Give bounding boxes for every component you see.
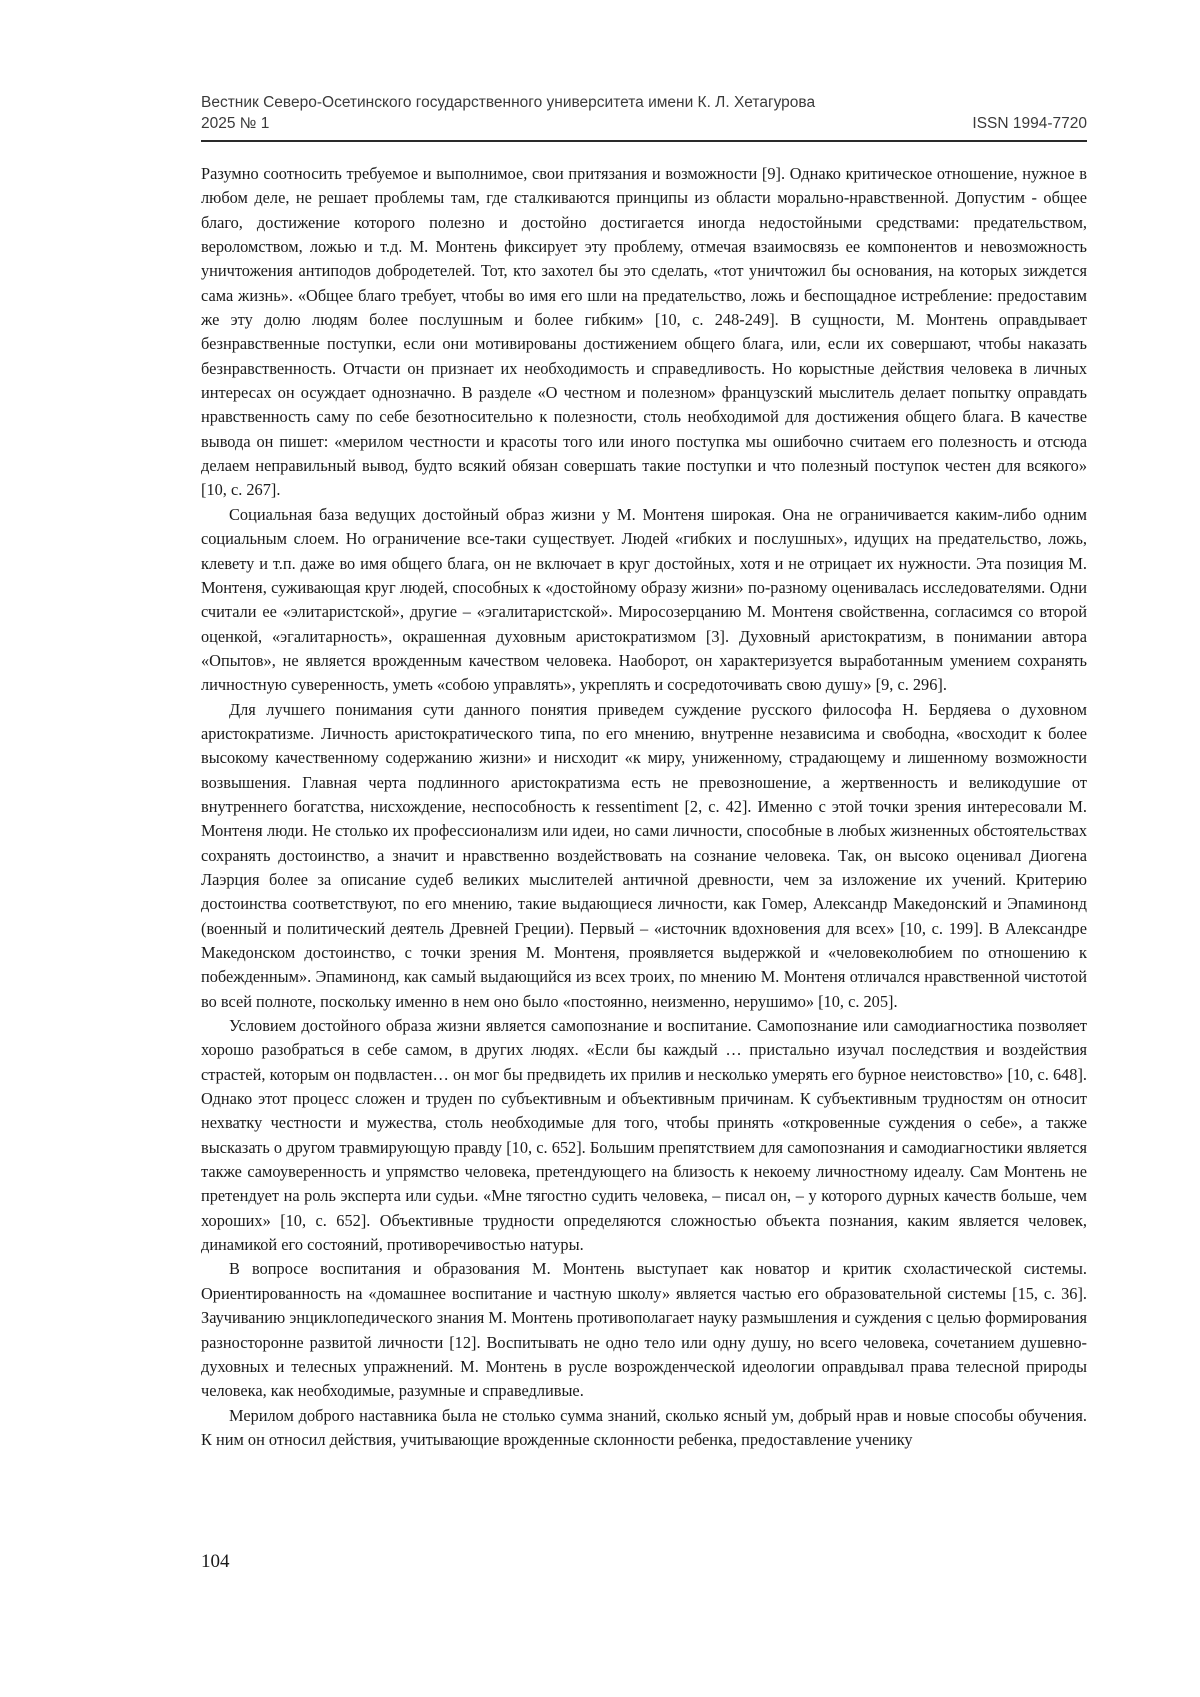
page-number: 104 [201,1551,230,1572]
paragraph: Разумно соотносить требуемое и выполнимое, свои притязания и возможности [9]. Однако критическое отношение, нужное в любом деле, не решает проблемы там, где сталкиваются принципы из области морально-нравственной. Допустим - общее благо, достижение которого полезно и достойно достигается иногда недостойными средствами: предательством, вероломством, ложью и т.д. М. Монтень фиксирует эту проблему, отмечая взаимосвязь ее компонентов и невозможность уничтожения антиподов добродетелей. Тот, кто захотел бы это сделать, «тот уничтожил бы основания, на которых зиждется сама жизнь». «Общее благо требует, чтобы во имя его шли на предательство, ложь и беспощадное истребление: предоставим же эту долю людям более послушным и более гибким» [10, с. 248-249]. В сущности, М. Монтень оправдывает безнравственные поступки, если они мотивированы достижением общего блага, или, если их совершают, чтобы наказать безнравственность. Отчасти он признает их необходимость и справедливость. Но корыстные действия человека в личных интересах он осуждает однозначно. В разделе «О честном и полезном» французский мыслитель делает попытку оправдать нравственность саму по себе безотносительно к полезности, столь необходимой для достижения общего блага. В качестве вывода он пишет: «мерилом честности и красоты того или иного поступка мы ошибочно считаем его полезность и отсюда делаем неправильный вывод, будто всякий обязан совершать такие поступки и что полезный поступок честен для всякого» [10, с. 267]. [201,164,1087,500]
header-divider [201,140,1087,142]
article-body [201,162,1087,1452]
paragraph: Мерилом доброго наставника была не столько сумма знаний, сколько ясный ум, добрый нрав и новые способы обучения. К ним он относил действия, учитывающие врожденные склонности ребенка, предоставление ученику [201,1405,1087,1449]
issue-label: 2025 № 1 [201,115,270,132]
paragraph: Социальная база ведущих достойный образ жизни у М. Монтеня широкая. Она не ограничивается каким-либо одним социальным слоем. Но ограничение все-таки существует. Людей «гибких и послушных», идущих на предательство, ложь, клевету и т.п. даже во имя общего блага, он не включает в круг достойных, хотя и не отрицает их нужности. Эта позиция М. Монтеня, суживающая круг людей, способных к «достойному образу жизни» по-разному оценивалась исследователями. Одни считали ее «элитаристской», другие – «эгалитаристской». Миросозерцанию М. Монтеня свойственна, согласимся со второй оценкой, «эгалитарность», окрашенная духовным аристократизмом [3]. Духовный аристократизм, в понимании автора «Опытов», не является врожденным качеством человека. Наоборот, он характеризуется выработанным умением сохранять личностную суверенность, уметь «собою управлять», укреплять и сосредоточивать свою душу» [9, с. 296]. [201,504,1087,695]
header-issue-line [201,113,1087,134]
paragraph: Для лучшего понимания сути данного понятия приведем суждение русского философа Н. Бердяева о духовном аристократизме. Личность аристократического типа, по его мнению, внутренне независима и свободна, «восходит к более высокому качественному содержанию жизни» и нисходит «к миру, униженному, страдающему и лишенному возможности возвышения. Главная черта подлинного аристократизма есть не превозношение, а жертвенность и великодушие от внутреннего богатства, нисхождение, неспособность к ressentiment [2, с. 42]. Именно с этой точки зрения интересовали М. Монтеня люди. Не столько их профессионализм или идеи, но сами личности, способные в любых жизненных обстоятельствах сохранять достоинство, а значит и нравственно воздействовать на сознание человека. Так, он высоко оценивал Диогена Лаэрция более за описание судеб великих мыслителей античной древности, чем за изложение их учений. Критерию достоинства соответствуют, по его мнению, такие выдающиеся личности, как Гомер, Александр Македонский и Эпаминонд (военный и политический деятель Древней Греции). Первый – «источник вдохновения для всех» [10, с. 199]. В Александре Македонском достоинство, с точки зрения М. Монтеня, проявляется выдержкой и «человеколюбием по отношению к побежденным». Эпаминонд, как самый выдающийся из всех троих, по мнению М. Монтеня отличался нравственной чистотой во всей полноте, поскольку именно в нем оно было «постоянно, неизменно, нерушимо» [10, с. 205]. [201,699,1087,1011]
paragraph: Условием достойного образа жизни является самопознание и воспитание. Самопознание или самодиагностика позволяет хорошо разобраться в себе самом, в других людях. «Если бы каждый … пристально изучал последствия и воздействия страстей, которым он подвластен… он мог бы предвидеть их прилив и несколько умерять его бурное неистовство» [10, с. 648]. Однако этот процесс сложен и труден по субъективным и объективным причинам. К субъективным трудностям он относит нехватку честности и мужества, столь необходимые для того, чтобы принять «откровенные суждения о себе», а также высказать о другом травмирующую правду [10, с. 652]. Большим препятствием для самопознания и самодиагностики является также самоуверенность и упрямство человека, претендующего на близость к некоему личностному идеалу. Сам Монтень не претендует на роль эксперта или судьи. «Мне тягостно судить человека, – писал он, – у которого дурных качеств больше, чем хороших» [10, с. 652]. Объективные трудности определяются сложностью объекта познания, каким является человек, динамикой его состояний, противоречивостью натуры. [201,1016,1087,1255]
journal-title: Вестник Северо-Осетинского государственного университета имени К. Л. Хетагурова [201,94,816,111]
running-header [201,92,1087,134]
issn-label: ISSN 1994-7720 [972,115,1087,132]
paragraph: В вопросе воспитания и образования М. Монтень выступает как новатор и критик схоластической системы. Ориентированность на «домашнее воспитание и частную школу» является частью его образовательной системы [15, с. 36]. Заучиванию энциклопедического знания М. Монтень противополагает науку размышления и суждения с целью формирования разносторонне развитой личности [12]. Воспитывать не одно тело или одну душу, но всего человека, сочетанием душевно-духовных и телесных упражнений. М. Монтень в русле возрожденческой идеологии оправдывал права телесной природы человека, как необходимые, разумные и справедливые. [201,1259,1087,1401]
